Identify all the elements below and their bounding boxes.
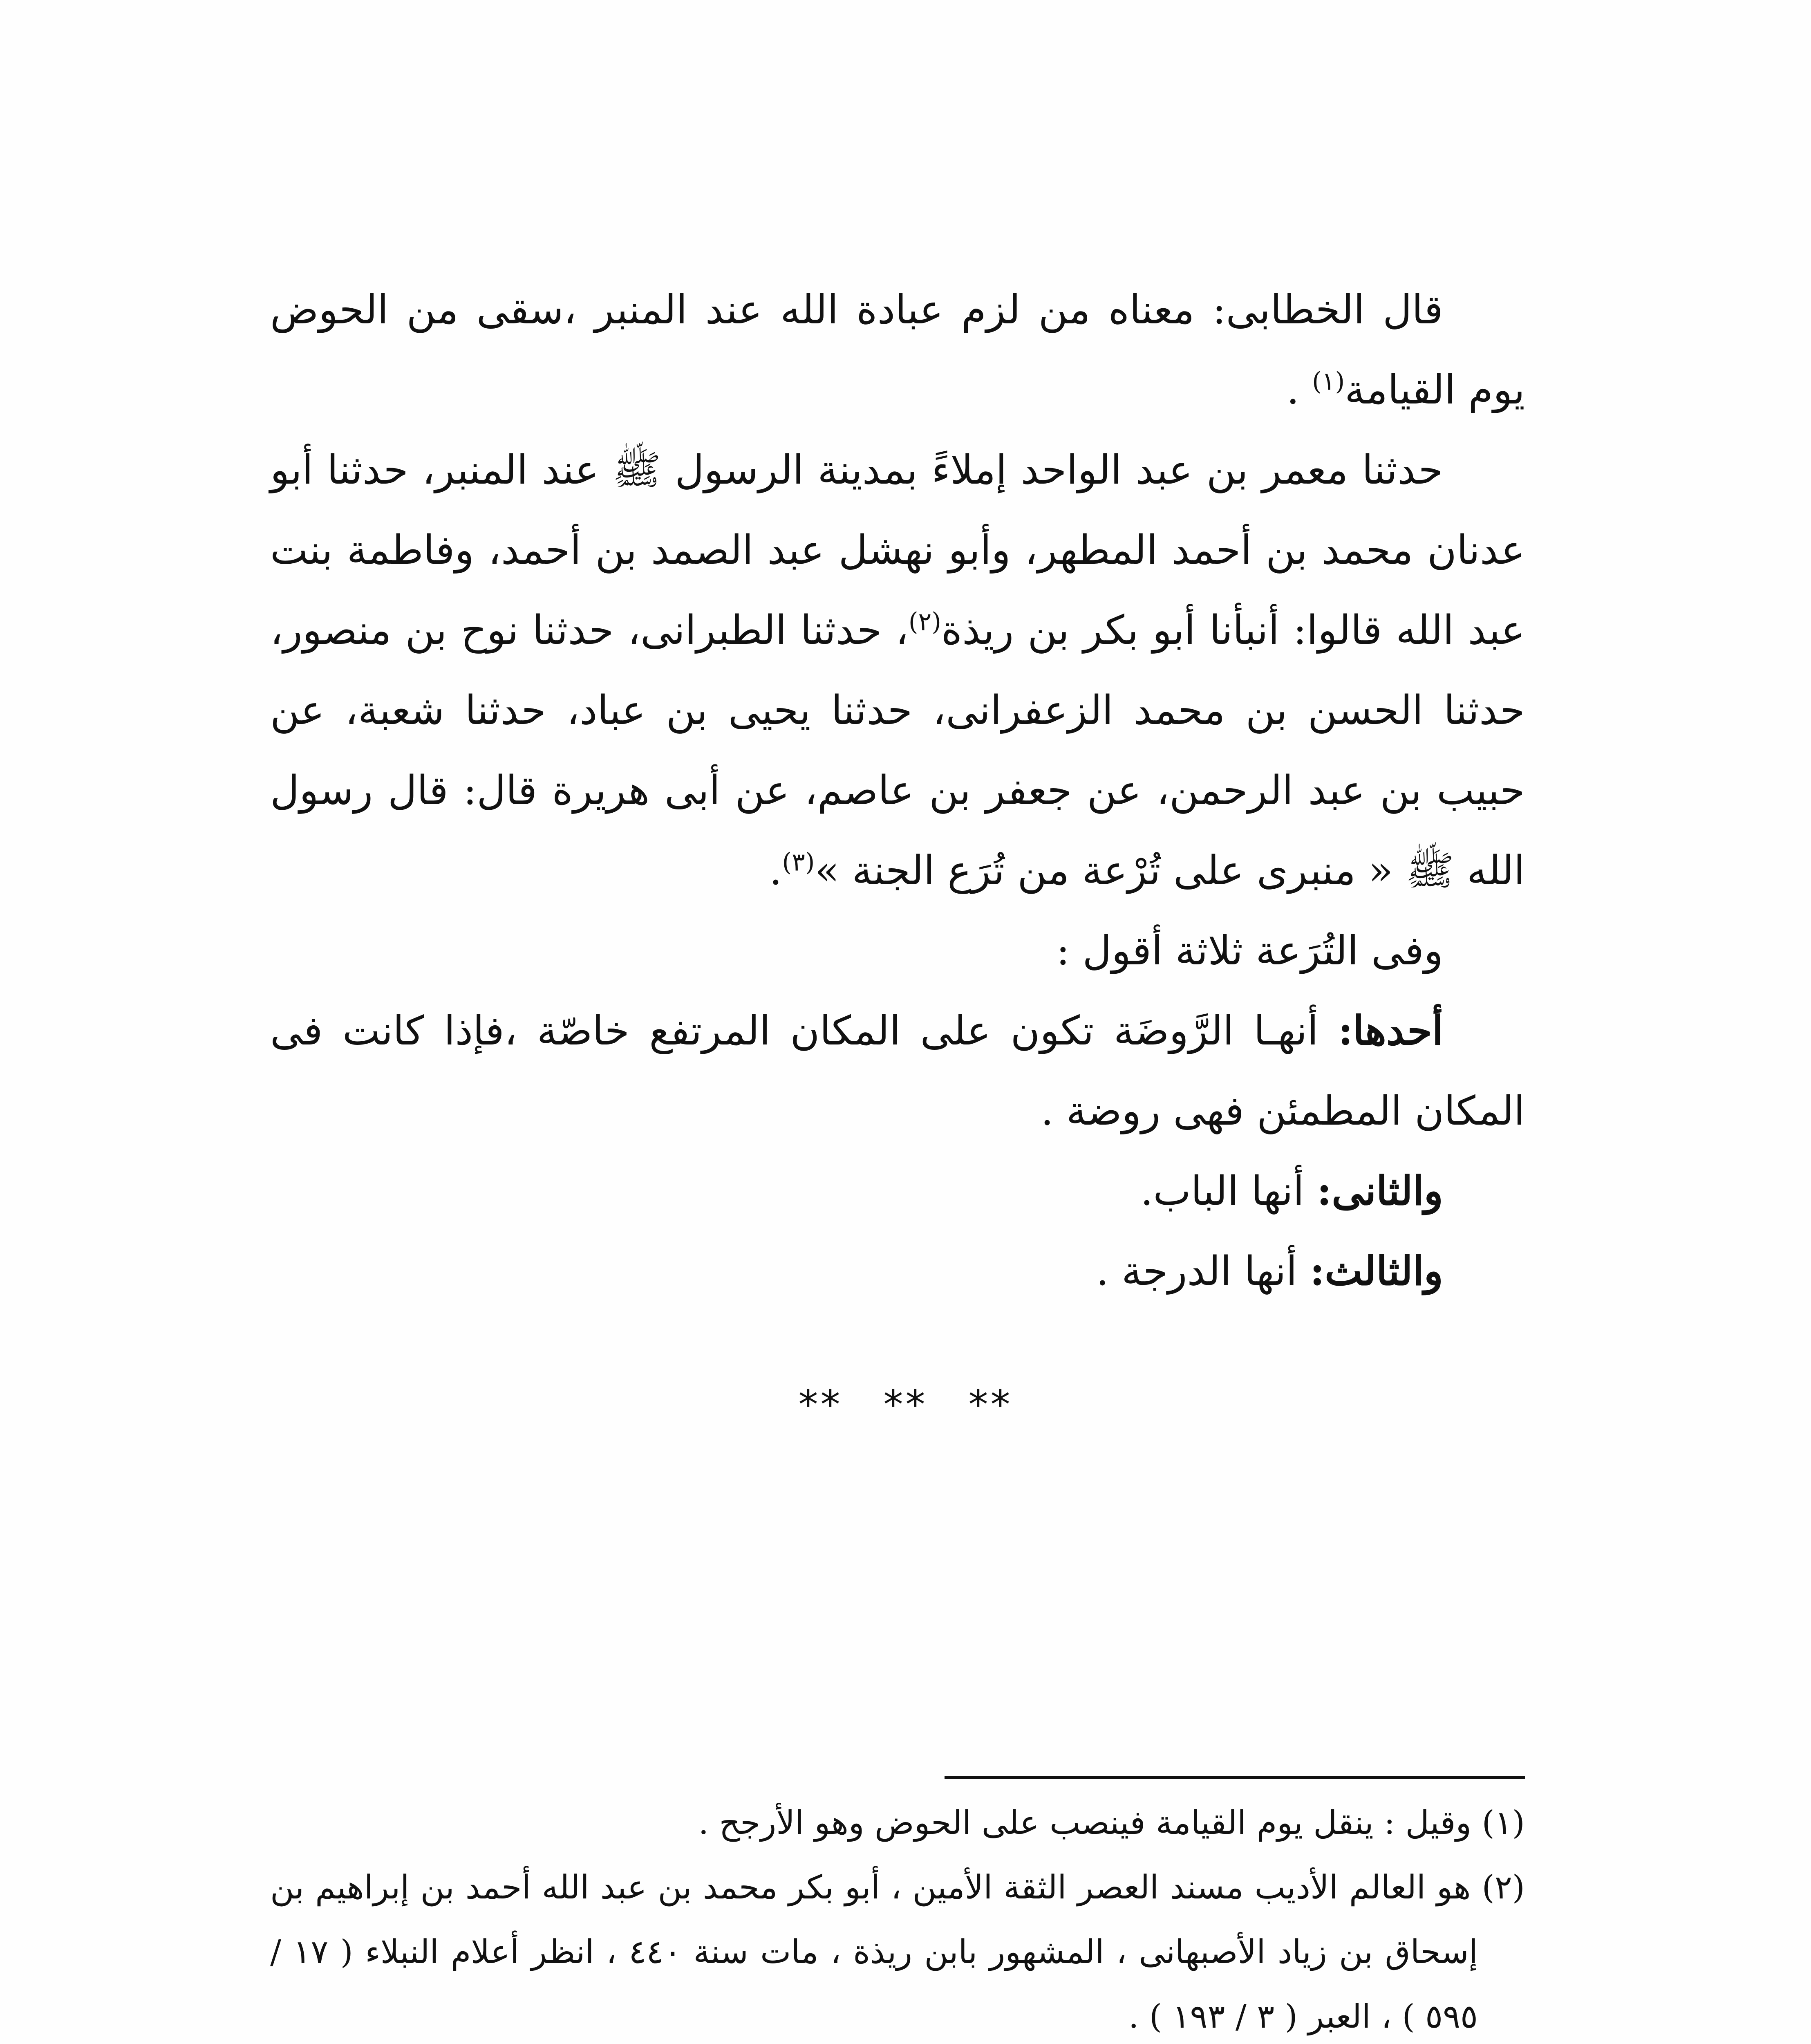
paragraph-khattabi bbox=[270, 270, 1525, 430]
footnote-1: (١) وقيل : ينقل يوم القيامة فينصب على الحوض وهو الأرجح . bbox=[698, 1804, 1525, 1842]
paragraph-first-saying bbox=[270, 991, 1525, 1151]
footnote-marker-1: (١) bbox=[1312, 367, 1345, 396]
asterism-right: ** bbox=[968, 1382, 1013, 1428]
asterism-left: ** bbox=[798, 1382, 843, 1428]
paragraph-text-part-a: حدثنا معمر بن عبد الواحد إملاءً بمدينة الرسول ﷺ عند المنبر، حدثنا أبو عدنان محمد بن أحمد المطهر، وأبو نهشل عبد الصمد بن أحمد، وفاطمة بنت عبد الله قالوا: أنبأنا أبو بكر بن ريذة bbox=[270, 447, 1525, 654]
paragraph-end: . bbox=[1286, 367, 1312, 413]
footnote-divider bbox=[945, 1776, 1525, 1779]
first-saying-lead: أحدها: bbox=[1338, 1007, 1443, 1054]
asterism-center: ** bbox=[883, 1382, 928, 1428]
second-saying-text: أنها الباب. bbox=[1140, 1168, 1317, 1215]
main-text-body bbox=[270, 270, 1525, 1311]
second-saying-lead: والثانى: bbox=[1317, 1168, 1443, 1215]
third-saying-text: أنها الدرجة . bbox=[1096, 1248, 1310, 1295]
footnote-marker-2: (٢) bbox=[908, 607, 941, 637]
paragraph-end: . bbox=[769, 847, 782, 894]
footnote-2: (٢) هو العالم الأديب مسند العصر الثقة الأمين ، أبو بكر محمد بن عبد الله أحمد بن إبراهيم بن إسحاق بن زياد الأصبهانى ، المشهور بابن ريذة ، مات سنة ٤٤٠ ، انظر أعلام النبلاء ( ١٧ / ٥٩٥ ) ، العبر ( ٣ / ١٩٣ ) . bbox=[270, 1868, 1525, 2035]
paragraph-hadith-chain bbox=[270, 430, 1525, 911]
paragraph-three-sayings: وفى التُرَعة ثلاثة أقول : bbox=[1056, 928, 1443, 974]
paragraph-third-saying bbox=[270, 1231, 1525, 1311]
paragraph-second-saying bbox=[270, 1151, 1525, 1231]
first-saying-text: أنهـا الرَّوضَة تكون على المكان المرتفع خاصّة ،فإذا كانت فى المكان المطمئن فهى روضة . bbox=[270, 1008, 1525, 1134]
third-saying-lead: والثالث: bbox=[1310, 1248, 1443, 1295]
paragraph-text: قال الخطابى: معناه من لزم عبادة الله عند المنبر ،سقى من الحوض يوم القيامة bbox=[270, 287, 1525, 413]
footnotes-section bbox=[270, 1791, 1525, 2044]
section-separator-ornament bbox=[0, 1382, 1811, 1428]
footnote-marker-3: (٣) bbox=[782, 848, 815, 877]
paragraph-text-part-b: ، حدثنا الطبرانى، حدثنا نوح بن منصور، حدثنا الحسن بن محمد الزعفرانى، حدثنا يحيى بن عباد، حدثنا شعبة، عن حبيب بن عبد الرحمن، عن جعفر بن عاصم، عن أبى هريرة قال: قال رسول الله ﷺ « منبرى على تُرْعة من تُرَع الجنة » bbox=[270, 607, 1525, 894]
